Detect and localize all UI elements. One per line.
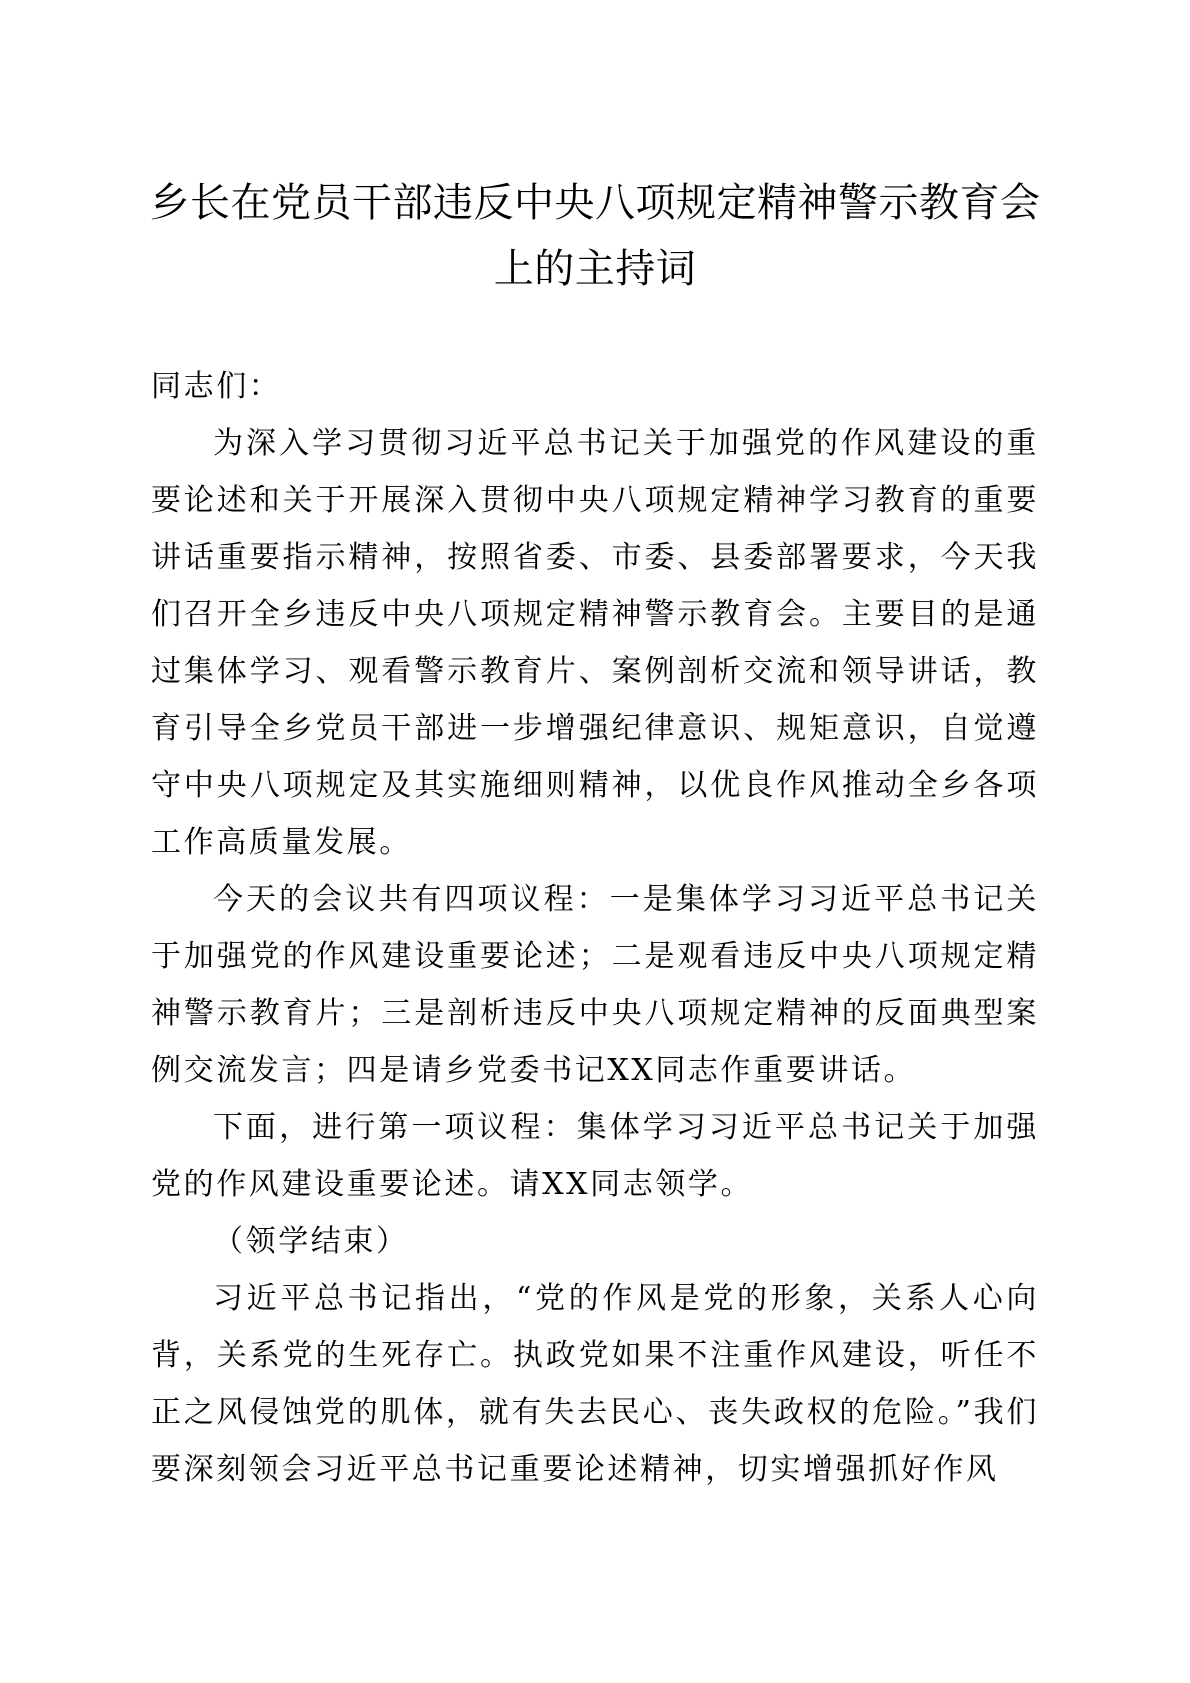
paragraph-stage-note: （领学结束） [213, 1224, 409, 1259]
paragraph-quote: 习近平总书记指出，“党的作风是党的形象，关系人心向背，关系党的生死存亡。执政党如果不注重作风建设，听任不正之风侵蚀党的肌体，就有失去民心、丧失政权的危险。”我们要深刻领会习近平总书记重要论述精神，切实增强抓好作风 [151, 1281, 1039, 1487]
salutation: 同志们： [151, 369, 282, 404]
paragraph-first-item: 下面，进行第一项议程：集体学习习近平总书记关于加强党的作风建设重要论述。请XX同志领学。 [151, 1110, 1039, 1202]
document-body [151, 358, 1039, 1498]
paragraph-purpose: 为深入学习贯彻习近平总书记关于加强党的作风建设的重要论述和关于开展深入贯彻中央八项规定精神学习教育的重要讲话重要指示精神，按照省委、市委、县委部署要求，今天我们召开全乡违反中央八项规定精神警示教育会。主要目的是通过集体学习、观看警示教育片、案例剖析交流和领导讲话，教育引导全乡党员干部进一步增强纪律意识、规矩意识，自觉遵守中央八项规定及其实施细则精神，以优良作风推动全乡各项工作高质量发展。 [151, 426, 1039, 860]
paragraph-agenda: 今天的会议共有四项议程：一是集体学习习近平总书记关于加强党的作风建设重要论述；二是观看违反中央八项规定精神警示教育片；三是剖析违反中央八项规定精神的反面典型案例交流发言；四是请乡党委书记XX同志作重要讲话。 [151, 882, 1039, 1088]
document-title: 乡长在党员干部违反中央八项规定精神警示教育会上的主持词 [149, 180, 1041, 292]
